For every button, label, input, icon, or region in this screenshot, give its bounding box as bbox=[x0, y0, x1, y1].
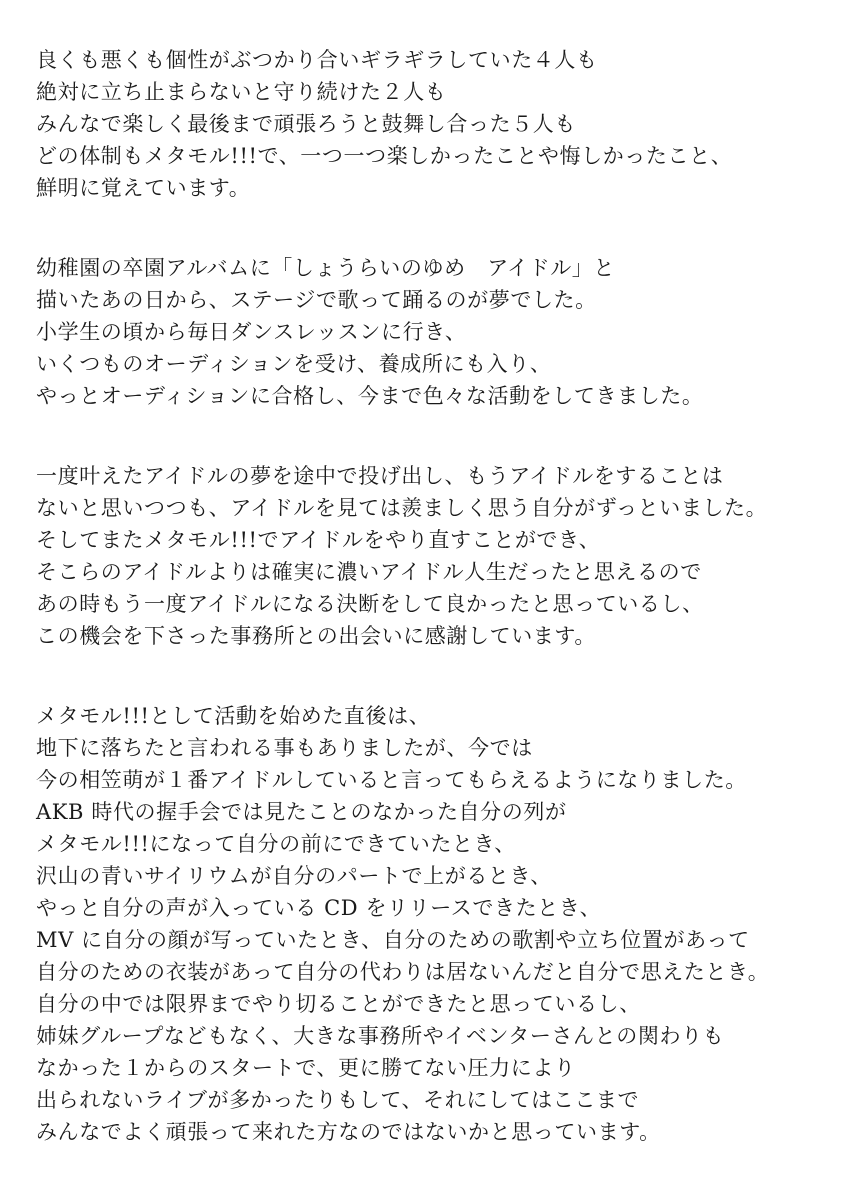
paragraph-2 bbox=[36, 252, 837, 412]
text-line: メタモル!!!になって自分の前にできていたとき、 bbox=[36, 832, 516, 856]
text-line: 自分のための衣装があって自分の代わりは居ないんだと自分で思えたとき。 bbox=[36, 960, 770, 984]
text-line: そしてまたメタモル!!!でアイドルをやり直すことができ、 bbox=[36, 528, 601, 552]
text-line: 小学生の頃から毎日ダンスレッスンに行き、 bbox=[36, 320, 467, 344]
text-line: 沢山の青いサイリウムが自分のパートで上がるとき、 bbox=[36, 864, 552, 888]
text-line: ないと思いつつも、アイドルを見ては羨ましく思う自分がずっといました。 bbox=[36, 496, 768, 520]
text-line: 地下に落ちたと言われる事もありましたが、今では bbox=[36, 736, 533, 760]
text-line: みんなでよく頑張って来れた方なのではないかと思っています。 bbox=[36, 1120, 661, 1144]
text-line: 幼稚園の卒園アルバムに「しょうらいのゆめ アイドル」と bbox=[36, 256, 615, 280]
text-line: いくつものオーディションを受け、養成所にも入り、 bbox=[36, 352, 552, 376]
text-line: やっとオーディションに合格し、今まで色々な活動をしてきました。 bbox=[36, 384, 704, 408]
paragraph-1 bbox=[36, 44, 837, 204]
text-line: どの体制もメタモル!!!で、一つ一つ楽しかったことや悔しかったこと、 bbox=[36, 144, 733, 168]
text-line: 出られないライブが多かったりもして、それにしてはここまで bbox=[36, 1088, 640, 1112]
text-line: 姉妹グループなどもなく、大きな事務所やイベンターさんとの関わりも bbox=[36, 1024, 725, 1048]
paragraph-3 bbox=[36, 460, 837, 652]
text-line: MV に自分の顔が写っていたとき、自分のための歌割や立ち位置があって bbox=[36, 928, 750, 952]
text-line: 今の相笠萌が１番アイドルしていると言ってもらえるようになりました。 bbox=[36, 768, 747, 792]
text-line: なかった１からのスタートで、更に勝てない圧力により bbox=[36, 1056, 576, 1080]
text-line: 一度叶えたアイドルの夢を途中で投げ出し、もうアイドルをすることは bbox=[36, 464, 724, 488]
text-line: AKB 時代の握手会では見たことのなかった自分の列が bbox=[36, 800, 567, 824]
text-line: 鮮明に覚えています。 bbox=[36, 176, 251, 200]
text-line: 良くも悪くも個性がぶつかり合いギラギラしていた４人も bbox=[36, 48, 598, 72]
text-line: そこらのアイドルよりは確実に濃いアイドル人生だったと思えるので bbox=[36, 560, 702, 584]
text-line: あの時もう一度アイドルになる決断をして良かったと思っているし、 bbox=[36, 592, 704, 616]
text-line: 自分の中では限界までやり切ることができたと思っているし、 bbox=[36, 992, 641, 1016]
paragraph-4 bbox=[36, 700, 837, 1148]
text-line: メタモル!!!として活動を始めた直後は、 bbox=[36, 704, 431, 728]
text-line: やっと自分の声が入っている CD をリリースできたとき、 bbox=[36, 896, 602, 920]
text-line: 描いたあの日から、ステージで歌って踊るのが夢でした。 bbox=[36, 288, 597, 312]
text-line: 絶対に立ち止まらないと守り続けた２人も bbox=[36, 80, 447, 104]
text-line: この機会を下さった事務所との出会いに感謝しています。 bbox=[36, 624, 596, 648]
text-line: みんなで楽しく最後まで頑張ろうと鼓舞し合った５人も bbox=[36, 112, 576, 136]
